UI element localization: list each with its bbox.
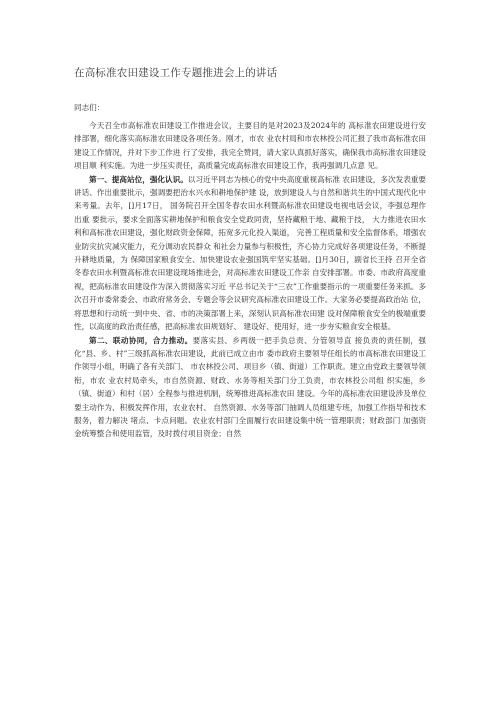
paragraph-lead: 第一、提高站位，强化认识。 xyxy=(89,174,188,184)
paragraph-point-one xyxy=(74,173,426,334)
paragraph-text: 要落实县、乡两级一把手负总责、分管领导直 接负责的责任制，强化“县、乡、村”三级抓高标准农田建设，此前已成立由市 委市政府主要领导任组长的市高标准农田建设工作领导小组，明确了各有关部门、 市农林投公司、项目乡（镇、街道）工作职责。建立由党政主要领导领衔，市农 业农村局牵头，市自然资源、财政、水务等相关部门分工负责，市农林投公司组 织实施，乡（镇、街道）和村（居）全程参与推进机制，统筹推进高标准农田 建设。今年的高标准农田建设涉及单位要主动作为、积极发挥作用，农业农村、 自然资源、水务等部门抽调人员组建专班，加强工作指导和技术服务，着力解决 堵点、卡点问题。农业农村部门全面履行农田建设集中统一管理职责；财政部门 加强资金统筹整合和使用监管，及时拨付项目资金；自然 xyxy=(74,335,426,439)
paragraph-text: 以习近平同志为核心的党中央高度重视高标准 农田建设，多次发表重要讲话、作出重要批示，强调要把治水兴水和耕地保护建 设，放到建设人与自然和谐共生的中国式现代化中来考量。去年，[]月17日， 国务院召开全国冬春农田水利暨高标准农田建设电视电话会议，李强总理作出重 要批示，要求全面落实耕地保护和粮食安全党政同责，坚持藏粮于地、藏粮于技， 大力推进农田水利和高标准农田建设，强化财政资金保障，拓宽多元化投入渠道， 完善工程质量和安全监督体系，增强农业防灾抗灾减灾能力，充分调动农民群众 和社会力量参与积极性，齐心协力完成好各项建设任务，不断提升耕地质量，为 保障国家粮食安全、加快建设农业强国筑牢坚实基础。[]月30日，副省长王持 召开全省冬春农田水利暨高标准农田建设现场推进会，对高标准农田建设工作亲 自安排部署。市委、市政府高度重视，把高标准农田建设作为深入贯彻落实习近 平总书记关于“三农”工作重要指示的一项重要任务来抓。多次召开市委常委会、市政府常务会、专题会等会议研究高标准农田建设工作。大家务必要提高政治站 位，将思想和行动统一到中央、省、市的决策部署上来，深刻认识高标准农田建 设对保障粮食安全的极端重要性，以高度的政治责任感，把高标准农田规划好、 建设好、使用好，进一步夯实粮食安全根基。 xyxy=(74,174,426,332)
salutation: 同志们： xyxy=(74,103,105,112)
paragraph-point-two xyxy=(74,334,426,441)
paragraph-lead: 第二、联动协同，合力推动。 xyxy=(89,335,193,345)
document-body xyxy=(74,119,426,699)
document-title: 在高标准农田建设工作专题推进会上的讲话 xyxy=(74,67,278,79)
paragraph-intro xyxy=(74,119,426,173)
paragraph-text: 今天召全市高标准农田建设工作推进会议，主要目的是对2023及2024年的 高标准农田建设进行安排部署，细化落实高标准农田建设各项任务。刚才，市农 业农村局和市农林投公司汇报了我市高标准农田建设工作情况，并对下步工作进 行了安排，我完全赞同，请大家认真抓好落实，确保我市高标准农田建设项目顺 利实施。为进一步压实责任，高质量完成高标准农田建设工作，我再强调几点意 见。 xyxy=(74,121,426,171)
